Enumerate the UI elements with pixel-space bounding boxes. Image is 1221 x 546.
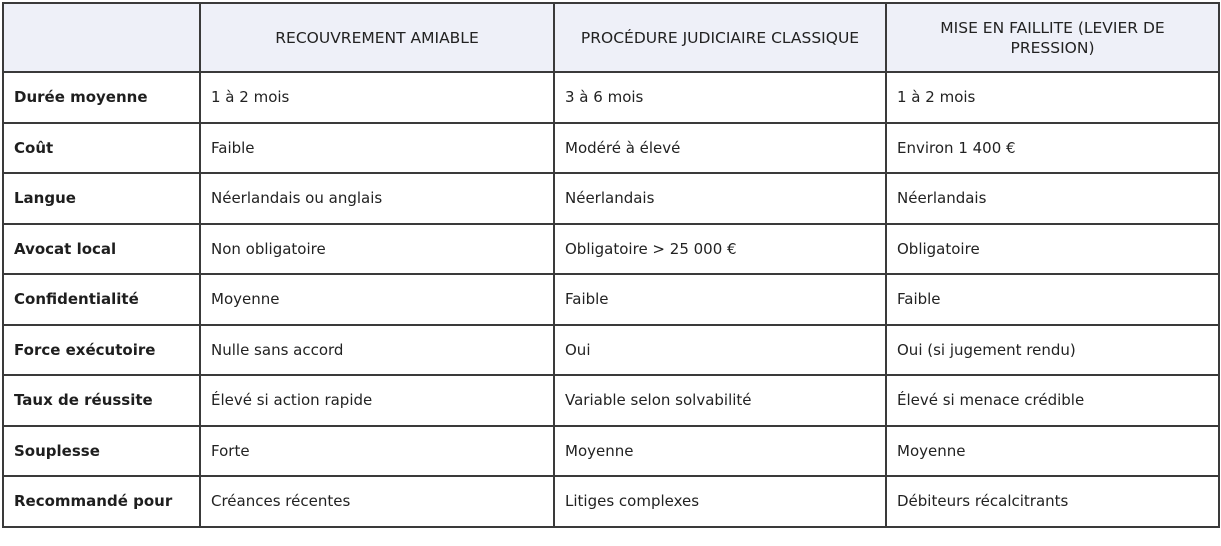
- table-cell: Néerlandais ou anglais: [200, 173, 554, 224]
- table-cell: Non obligatoire: [200, 224, 554, 275]
- table-cell: Faible: [886, 274, 1219, 325]
- table-row: [3, 224, 1219, 275]
- table-row: [3, 375, 1219, 426]
- column-header: MISE EN FAILLITE (LEVIER DE PRESSION): [886, 3, 1219, 72]
- table-row: [3, 123, 1219, 174]
- row-header: Avocat local: [3, 224, 200, 275]
- table-cell: Litiges complexes: [554, 476, 886, 527]
- table-row: [3, 325, 1219, 376]
- header-row: [3, 3, 1219, 72]
- table-cell: Obligatoire > 25 000 €: [554, 224, 886, 275]
- table-cell: Oui (si jugement rendu): [886, 325, 1219, 376]
- row-header: Taux de réussite: [3, 375, 200, 426]
- table-row: [3, 173, 1219, 224]
- table-cell: Nulle sans accord: [200, 325, 554, 376]
- row-header: Souplesse: [3, 426, 200, 477]
- table-row: [3, 426, 1219, 477]
- table-cell: Oui: [554, 325, 886, 376]
- table-cell: 1 à 2 mois: [200, 72, 554, 123]
- table-cell: 1 à 2 mois: [886, 72, 1219, 123]
- table-row: [3, 476, 1219, 527]
- table-cell: Moyenne: [200, 274, 554, 325]
- table-cell: Moyenne: [554, 426, 886, 477]
- table-cell: Faible: [200, 123, 554, 174]
- table-cell: Néerlandais: [554, 173, 886, 224]
- table-cell: Modéré à élevé: [554, 123, 886, 174]
- column-header: PROCÉDURE JUDICIAIRE CLASSIQUE: [554, 3, 886, 72]
- table-cell: Élevé si menace crédible: [886, 375, 1219, 426]
- row-header: Langue: [3, 173, 200, 224]
- table-cell: Faible: [554, 274, 886, 325]
- column-header: [3, 3, 200, 72]
- table-cell: Élevé si action rapide: [200, 375, 554, 426]
- table-cell: Forte: [200, 426, 554, 477]
- table-cell: Variable selon solvabilité: [554, 375, 886, 426]
- table-row: [3, 274, 1219, 325]
- table-cell: Néerlandais: [886, 173, 1219, 224]
- table-row: [3, 72, 1219, 123]
- table-cell: Environ 1 400 €: [886, 123, 1219, 174]
- row-header: Durée moyenne: [3, 72, 200, 123]
- table-cell: Obligatoire: [886, 224, 1219, 275]
- comparison-table: [2, 2, 1220, 528]
- row-header: Force exécutoire: [3, 325, 200, 376]
- table-cell: 3 à 6 mois: [554, 72, 886, 123]
- row-header: Confidentialité: [3, 274, 200, 325]
- row-header: Coût: [3, 123, 200, 174]
- table-cell: Créances récentes: [200, 476, 554, 527]
- table-cell: Débiteurs récalcitrants: [886, 476, 1219, 527]
- table-cell: Moyenne: [886, 426, 1219, 477]
- row-header: Recommandé pour: [3, 476, 200, 527]
- column-header: RECOUVREMENT AMIABLE: [200, 3, 554, 72]
